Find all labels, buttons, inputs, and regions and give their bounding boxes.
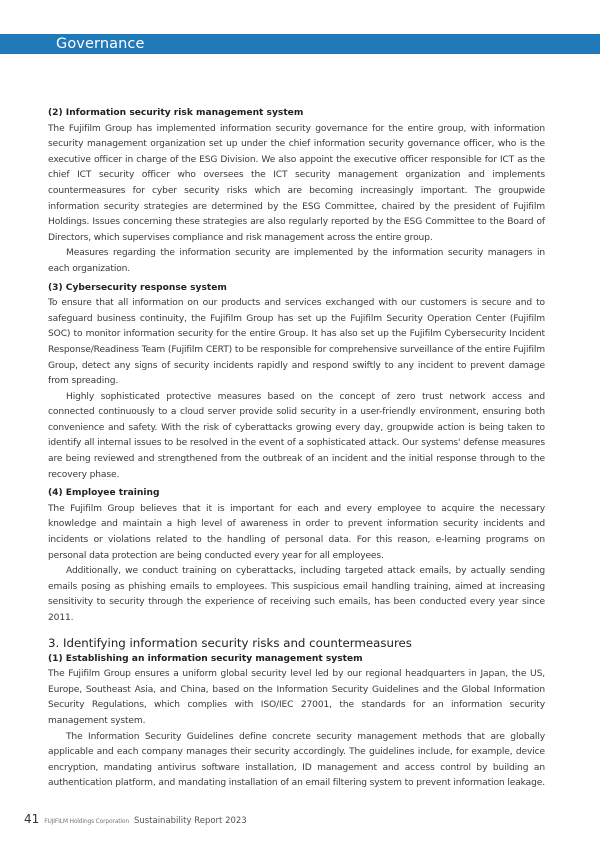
paragraph: The Fujifilm Group has implemented information security governance for the entire group, with information security management organization set up under the chief information security governance officer, who is the executive officer in charge of the ESG Division. We also appoint the executive officer responsible for ICT as the chief ICT security officer who oversees the ICT security management organization and implements countermeasures for cyber security risks which are becoming increasingly important. The groupwide information security strategies are determined by the ESG Committee, chaired by the president of Fujifilm Holdings. Issues concerning these strategies are also regularly reported by the ESG Committee to the Board of Directors, which supervises compliance and risk management across the entire group. [48,123,545,243]
paragraph: Highly sophisticated protective measures based on the concept of zero trust network access and connected continuously to a cloud server provide solid security in a user-friendly environment, ensuring both convenience and safety. With the risk of cyberattacks growing every day, groupwide action is being taken to identify all internal issues to be resolved in the event of a sophisticated attack. Our systems' defense measures are being reviewed and strengthened from the outbreak of an incident and the initial response through to the recovery phase. [48,391,545,480]
company-name: FUJIFILM Holdings Corporation [44,818,129,825]
paragraph: Measures regarding the information security are implemented by the information security managers in each organization. [48,248,545,274]
subheading-employee-training: (4) Employee training [48,488,160,499]
paragraph: The Fujifilm Group believes that it is important for each and every employee to acquire the necessary knowledge and maintain a high level of awareness in order to prevent information security incidents and incidents or violations related to the handling of personal data. For this reason, e-learning programs on personal data protection are being conducted every year for all employees. [48,503,545,561]
paragraph: Additionally, we conduct training on cyberattacks, including targeted attack emails, by actually sending emails posing as phishing emails to employees. This suspicious email handling training, aimed at increasing sensitivity to security through the experience of receiving such emails, has been conducted every year since 2011. [48,566,545,623]
report-title: Sustainability Report 2023 [133,816,247,826]
subheading-risk-management-system: (2) Information security risk management system [48,108,304,118]
paragraph: To ensure that all information on our products and services exchanged with our customers is secure and to safeguard business continuity, the Fujifilm Group has set up the Fujifilm Security Operation Center (Fujifilm SOC) to monitor information security for the entire Group. It has also set up the Fujifilm Cybersecurity Incident Response/Readiness Team (Fujifilm CERT) to be responsible for comprehensive surveillance of the entire Fujifilm Group, detect any signs of security incidents rapidly and respond swiftly to any incident to prevent damage from spreading. [48,298,545,387]
page-content [48,106,545,792]
page-number: 41 [24,812,40,826]
subheading-cybersecurity-response: (3) Cybersecurity response system [48,282,227,293]
section-title: Governance [56,36,145,52]
section-heading-risks-countermeasures: 3. Identifying information security risks and countermeasures [48,635,412,650]
paragraph: The Fujifilm Group ensures a uniform global security level led by our regional headquarters in Japan, the US, Europe, Southeast Asia, and China, based on the Information Security Guidelines and the Global Information Security Regulations, which complies with ISO/IEC 27001, the standards for an information security management system. [48,669,545,726]
paragraph: The Information Security Guidelines define concrete security management methods that are globally applicable and each company manages their security accordingly. The guidelines include, for example, device encryption, mandating antivirus software installation, ID management and access control by building an authentication platform, and mandating installation of an email filtering system to prevent information leakage. [48,731,545,789]
page-footer [24,812,247,826]
section-header-band [0,34,600,54]
subheading-establishing-isms: (1) Establishing an information security management system [48,653,363,664]
